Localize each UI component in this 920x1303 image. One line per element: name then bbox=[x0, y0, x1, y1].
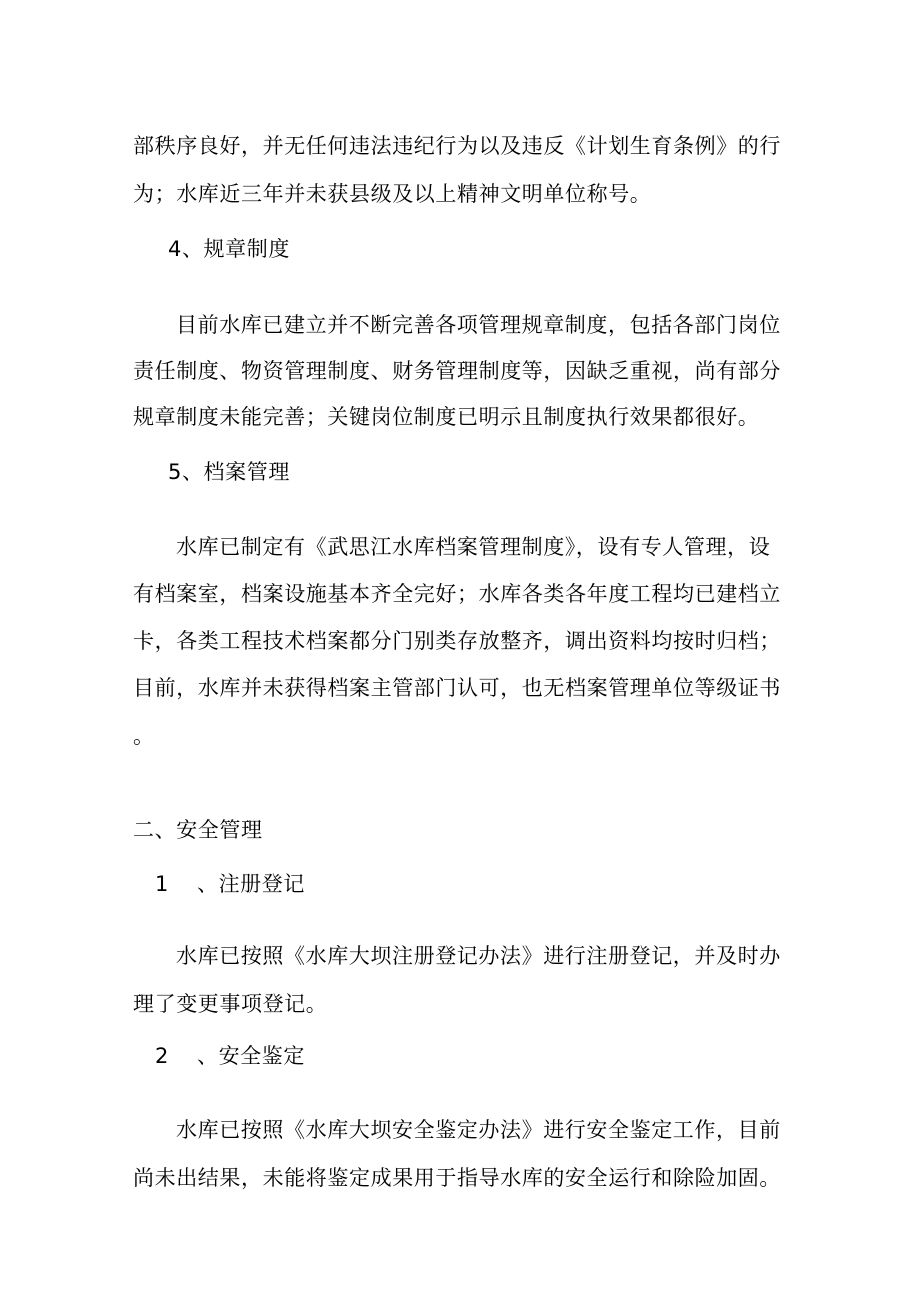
section-heading-4: 4、规章制度 bbox=[168, 237, 290, 261]
paragraph-line: 规章制度未能完善；关键岗位制度已明示且制度执行效果都很好。 bbox=[133, 405, 760, 429]
paragraph-line: 有档案室，档案设施基本齐全完好；水库各类各年度工程均已建档立 bbox=[133, 582, 781, 606]
section-heading-5: 5、档案管理 bbox=[168, 460, 290, 484]
subsection-number: 2 bbox=[155, 1044, 169, 1068]
subsection-heading-2 bbox=[155, 1042, 305, 1070]
paragraph-line: 水库已按照《水库大坝安全鉴定办法》进行安全鉴定工作，目前 bbox=[176, 1118, 781, 1142]
paragraph-line: 目前水库已建立并不断完善各项管理规章制度，包括各部门岗位 bbox=[176, 313, 781, 337]
paragraph-line: 目前，水库并未获得档案主管部门认可，也无档案管理单位等级证书 bbox=[133, 676, 781, 700]
paragraph-line: 为；水库近三年并未获县级及以上精神文明单位称号。 bbox=[133, 182, 652, 206]
paragraph-line: 尚未出结果，未能将鉴定成果用于指导水库的安全运行和除险加固。 bbox=[133, 1166, 781, 1190]
subsection-heading-1 bbox=[155, 870, 305, 898]
paragraph-line: 卡，各类工程技术档案都分门别类存放整齐，调出资料均按时归档； bbox=[133, 629, 781, 653]
subsection-title: 、安全鉴定 bbox=[196, 1044, 305, 1068]
paragraph-line: 水库已按照《水库大坝注册登记办法》进行注册登记，并及时办 bbox=[176, 944, 781, 968]
subsection-number: 1 bbox=[155, 872, 169, 896]
subsection-title: 、注册登记 bbox=[196, 872, 305, 896]
paragraph-line: 水库已制定有《武思江水库档案管理制度》，设有专人管理，设 bbox=[176, 535, 771, 559]
chapter-heading-safety: 二、安全管理 bbox=[133, 818, 263, 842]
paragraph-line: 理了变更事项登记。 bbox=[133, 992, 328, 1016]
paragraph-line: 责任制度、物资管理制度、财务管理制度等，因缺乏重视，尚有部分 bbox=[133, 359, 781, 383]
paragraph-line: 。 bbox=[133, 724, 155, 748]
paragraph-line: 部秩序良好，并无任何违法违纪行为以及违反《计划生育条例》的行 bbox=[133, 134, 781, 158]
